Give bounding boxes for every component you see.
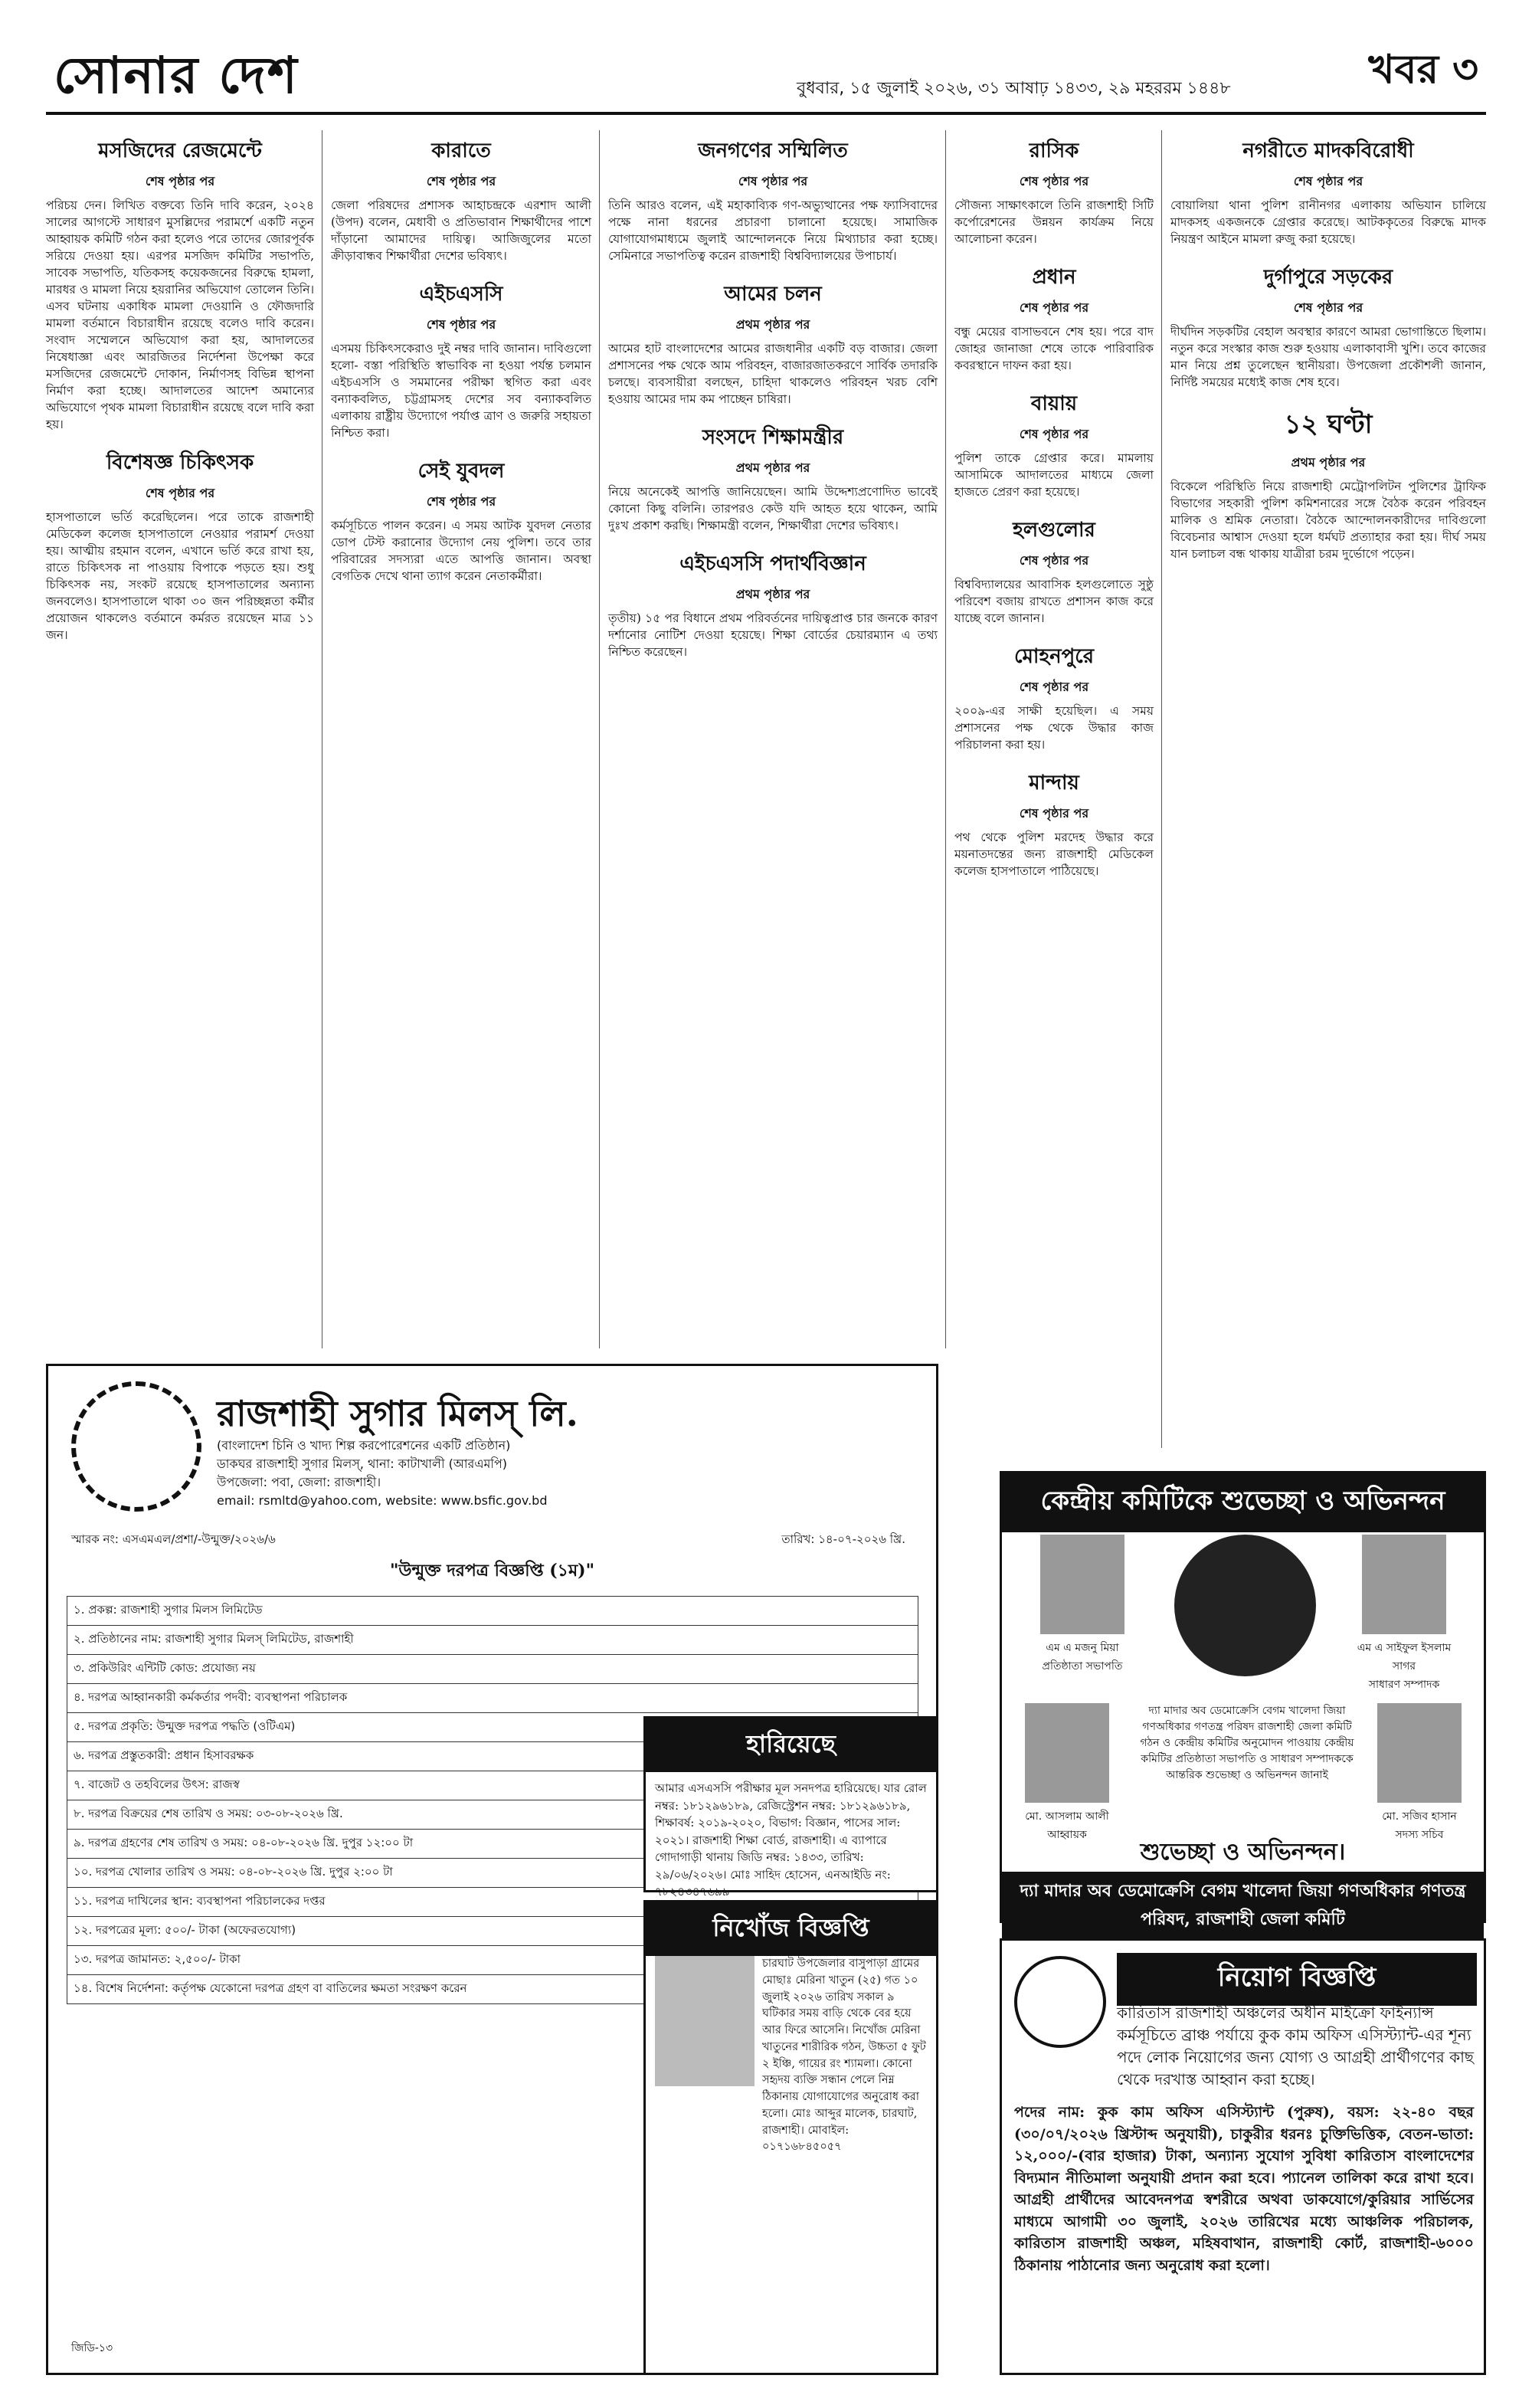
continuation-label: শেষ পৃষ্ঠার পর [1293,300,1363,315]
continuation-label: শেষ পৃষ্ঠার পর [1019,427,1089,441]
council-emblem-icon [1174,1535,1316,1676]
section-label: খবর ৩ [1368,46,1478,93]
continuation-label: শেষ পৃষ্ঠার পর [738,174,808,188]
person-name: এম এ মজনু মিয়া [1046,1642,1119,1654]
table-cell: ১১. দরপত্র দাখিলের স্থান: ব্যবস্থাপনা পরিচালকের দপ্তর [67,1888,918,1917]
continuation-label: শেষ পৃষ্ঠার পর [1293,174,1363,188]
article-body: আমের হাট বাংলাদেশের আমের রাজধানীর একটি বড় বাজার। জেলা প্রশাসনের পক্ষ থেকে আম পরিবহন, বাজারজাতকরণে সার্বিক তদারকি চলছে। ব্যবসায়ীরা বলছেন, চাহিদা থাকলেও পরিবহন খরচ বেশি হওয়ায় আমের দাম কম পাচ্ছেন চাষিরা। [608,342,938,406]
ad-title: রাজশাহী সুগার মিলস্ লি. [217,1393,578,1434]
continuation-label: প্রথম পৃষ্ঠার পর [1291,455,1366,470]
headline: বায়ায় [1030,392,1078,415]
article-halls [954,514,1154,627]
table-cell: ৯. দরপত্র গ্রহণের শেষ তারিখ ও সময়: ০৪-০৮-২০২৬ খ্রি. দুপুর ১২:০০ টা [67,1830,918,1859]
memo-ref: স্মারক নং: এসএমএল/প্রশা/-উন্মুক্ত/২০২৬/৬ [71,1532,276,1546]
ad-address: (বাংলাদেশ চিনি ও খাদ্য শিল্প করপোরেশনের একটি প্রতিষ্ঠান) ডাকঘর রাজশাহী সুগার মিলস্, থানা: কাটাখালী (আরএমপি) উপজেলা: পবা, জেলা: রাজশাহী। email: rsmltd@yahoo.com, website: www.bsfic.gov.bd [217,1438,548,1508]
article-body: পথ থেকে পুলিশ মরদেহ উদ্ধার করে ময়নাতদন্তের জন্য রাজশাহী মেডিকেল কলেজ হাসপাতালে পাঠিয়েছে। [954,831,1154,878]
person-photo [1040,1535,1124,1634]
person-name: মো. সজিব হাসান [1382,1810,1457,1823]
article-body: তিনি আরও বলেন, এই মহাকাব্যিক গণ-অভ্যুত্থানের পক্ষ ফ্যাসিবাদের পক্ষে নানা ধরনের প্রচারণা চালানো হয়েছে। সামাজিক যোগাযোগমাধ্যমে জুলাই আন্দোলনকে নিয়ে মিথ্যাচার করা হচ্ছে। সেমিনারে সভাপতিত্ব করেন রাজশাহী বিশ্ববিদ্যালয়ের উপাচার্য। [608,198,938,263]
table-cell: ৬. দরপত্র প্রস্তুতকারী: প্রধান হিসাবরক্ষক [67,1742,918,1771]
article-body: বন্ধু মেয়ের বাসাভবনে শেষ হয়। পরে বাদ জোহর জানাজা শেষে তাকে পারিবারিক কবরস্থানে দাফন করা হয়। [954,325,1154,372]
person-role: প্রতিষ্ঠাতা সভাপতি [1042,1660,1123,1672]
article-rasik [954,135,1154,247]
article-mohonpur [954,640,1154,753]
column-4 [954,130,1154,893]
article-body: পরিচয় দেন। লিখিত বক্তব্যে তিনি দাবি করেন, ২০২৪ সালের আগস্টে সাধারণ মুসল্লিদের পরামর্শে একটি নতুন আহ্বায়ক কমিটি গঠন করা হলেও পরে তাদের জোরপূর্বক সরিয়ে দেওয়া হয়। এরপর মসজিদ কমিটির সভাপতি, সাবেক সভাপতি, যতিকসহ কয়েকজনের বিরুদ্ধে হামলা, মারধর ও মামলা নিয়ে হয়রানির অভিযোগ তোলেন তিনি। এসব ঘটনায় একাধিক মামলা দেওয়ানি ও ফৌজদারি মামলা বর্তমানে বিচারাধীন রয়েছে বলেও দাবি করেন। সংবাদ সম্মেলনে অভিযোগ করা হয়, আদালতের নিষেধাজ্ঞা এবং আরজিতর নির্দেশনা উপেক্ষা করে মসজিদের রেজমেন্টে দোকান, নির্মাণসহ বিভিন্ন স্থাপনা নির্মাণ করা হচ্ছে। আদালতের আদেশ অমান্যের অভিযোগে পৃথক মামলা বিচারাধীন রয়েছে বলে দাবি করা হয়। [46,198,314,431]
person-4 [1370,1703,1469,1844]
article-body: কর্মসূচিতে পালন করেন। এ সময় আটক যুবদল নেতার ডোপ টেস্ট করানোর উদ্যোগ নেয় পুলিশ। তবে তার পরিবারের সদস্যরা এতে আপত্তি জানান। অবস্থা বেগতিক দেখে থানা ত্যাগ করেন নেতাকর্মীরা। [331,519,591,583]
table-cell: ৫. দরপত্র প্রকৃতি: উন্মুক্ত দরপত্র পদ্ধতি (ওটিএম) [67,1713,918,1742]
continuation-label: শেষ পৃষ্ঠার পর [426,174,496,188]
job-body: পদের নাম: কুক কাম অফিস এসিস্ট্যান্ট (পুরুষ), বয়স: ২২-৪০ বছর (৩০/০৭/২০২৬ খ্রিস্টাব্দ অনুযায়ী), চাকুরীর ধরনঃ চুক্তিভিত্তিক, বেতন-ভাতা: ১২,০০০/-(বার হাজার) টাকা, অন্যান্য সুযোগ সুবিধা কারিতাস বাংলাদেশের বিদ্যমান নীতিমালা অনুযায়ী প্রদান করা হবে। প্যানেল তালিকা করে রাখা হবে। আগ্রহী প্রার্থীদের আবেদনপত্র স্বশরীরে অথবা ডাকযোগে/কুরিয়ার সার্ভিসের মাধ্যমে আগামী ৩০ জুলাই, ২০২৬ তারিখের মধ্যে আঞ্চলিক পরিচালক, কারিতাস রাজশাহী অঞ্চল, মহিষবাথান, রাজশাহী কোর্ট, রাজশাহী-৬০০০ ঠিকানায় পাঠানোর জন্য অনুরোধ করা হলো। [1014,2104,1474,2274]
headline: বিশেষজ্ঞ চিকিৎসক [106,451,254,474]
headline: দুর্গাপুরে সড়কের [1263,266,1393,289]
person-photo [1377,1703,1462,1803]
lost-notice-ad [643,1716,938,1899]
ad-title: হারিয়েছে [646,1718,936,1772]
continuation-label: শেষ পৃষ্ঠার পর [426,317,496,332]
table-cell: ৭. বাজেট ও তহবিলের উৎস: রাজস্ব [67,1771,918,1800]
article-specialist [46,447,314,644]
person-1 [1033,1535,1132,1676]
continuation-label: শেষ পৃষ্ঠার পর [145,486,215,500]
masthead [46,31,1486,115]
person-photo [1362,1535,1446,1634]
continuation-label: শেষ পৃষ্ঠার পর [1019,806,1089,821]
greeting-ad [1000,1471,1486,1929]
person-name: মো. আসলাম আলী [1025,1810,1109,1823]
person-name: এম এ সাইফুল ইসলাম সাগর [1357,1642,1452,1672]
article-road [1170,261,1486,391]
missing-person-photo [655,1956,755,2086]
article-mosque [46,135,314,433]
ad-code: জিডি-১৩ [71,2342,113,2354]
organization-name: দ্যা মাদার অব ডেমোক্রেসি বেগম খালেদা জিয়া গণঅধিকার গণতন্ত্র পরিষদ, রাজশাহী জেলা কমিটি [1002,1872,1484,1941]
article-body: ২০০৯-এর সাক্ষী হয়েছিল। এ সময় প্রশাসনের পক্ষ থেকে উদ্ধার কাজ পরিচালনা করা হয়। [954,704,1154,752]
ad-body: আমার এসএসসি পরীক্ষার মূল সনদপত্র হারিয়েছে। যার রোল নম্বর: ১৮১২৯৬১৮৯, রেজিস্ট্রেশন নম্বর: ১৮১২৯৬১৮৯, শিক্ষাবর্ষ: ২০১৯-২০২০, বিভাগ: বিজ্ঞান, পাসের সাল: ২০২১। রাজশাহী শিক্ষা বোর্ড, রাজশাহী। এ ব্যাপারে গোদাগাড়ী থানায় জিডি নম্বর: ১৪৩৩, তারিখ: ২৯/০৬/২০২৬। মোঃ সাহিদ হোসেন, এনআইডি নং: ৭৮২৪৩৪৭৬৯৯ [655,1781,927,1899]
table-cell: ১২. দরপত্রের মূল্য: ৫০০/- টাকা (অফেরতযোগ্য) [67,1917,918,1946]
continuation-label: শেষ পৃষ্ঠার পর [145,174,215,188]
headline: সেই যুবদল [417,460,505,483]
article-minister [608,421,938,534]
job-intro: কারিতাস রাজশাহী অঞ্চলের অধীন মাইক্রো ফাইন্যান্স কর্মসূচিতে ব্রাঞ্চ পর্যায়ে কুক কাম অফিস এসিস্ট্যান্ট-এর শূন্য পদে লোক নিয়োগের জন্য যোগ্য ও আগ্রহী প্রার্থীগণের কাছ থেকে দরখাস্ত আহ্বান করা হচ্ছে। [1117,2003,1474,2089]
continuation-label: শেষ পৃষ্ঠার পর [1019,553,1089,568]
person-role: আহ্বায়ক [1047,1829,1087,1841]
person-role: সদস্য সচিব [1395,1829,1444,1841]
article-karate [331,135,591,264]
article-body: বিশ্ববিদ্যালয়ের আবাসিক হলগুলোতে সুষ্ঠু পরিবেশ বজায় রাখতে প্রশাসন কাজ করে যাচ্ছে বলে জানান। [954,578,1154,625]
article-body: এসময় চিকিৎসকেরাও দুই নম্বর দাবি জানান। দাবিগুলো হলো- বস্তা পরিস্থিতি স্বাভাবিক না হওয়া পর্যন্ত চলমান এইচএসসি ও সমমানের পরীক্ষা স্থগিত করা এবং বন্যাকবলিত, চট্টগ্রামসহ দেশের সব বন্যাকবলিত এলাকায় রাষ্ট্রীয় উদ্যোগে পর্যাপ্ত ত্রাণ ও জরুরি সহায়তা নিশ্চিত করা। [331,342,591,440]
table-row [67,1597,918,1626]
table-row [67,1626,918,1655]
column-5 [1170,130,1486,576]
greeting-footer: শুভেচ্ছা ও অভিনন্দন। [1140,1839,1346,1866]
article-body: বিকেলে পরিস্থিতি নিয়ে রাজশাহী মেট্রোপলিটন পুলিশের ট্রাফিক বিভাগের সহকারী পুলিশ কমিশনারের সঙ্গে বৈঠক করেন পরিবহন মালিক ও শ্রমিক নেতারা। বৈঠকে আন্দোলনকারীদের দাবিগুলো বিবেচনার আশ্বাস দেওয়া হলে ধর্মঘট প্রত্যাহার করা হয়। দীর্ঘ সময় যান চলাচল বন্ধ থাকায় যাত্রীরা চরম দুর্ভোগে পড়েন। [1170,480,1486,561]
table-cell: ১৩. দরপত্র জামানত: ২,৫০০/- টাকা [67,1946,918,1975]
headline: রাসিক [1029,139,1079,162]
article-chief [954,261,1154,374]
column-1 [46,130,314,657]
column-3 [608,130,938,674]
table-cell: ২. প্রতিষ্ঠানের নাম: রাজশাহী সুগার মিলস্ লিমিটেড, রাজশাহী [67,1626,918,1655]
ad-title: নিখোঁজ বিজ্ঞপ্তি [646,1902,936,1956]
headline: হলগুলোর [1013,519,1095,542]
article-body: সৌজন্য সাক্ষাৎকালে তিনি রাজশাহী সিটি কর্পোরেশনের উন্নয়ন কার্যক্রম নিয়ে আলোচনা করেন। [954,198,1154,246]
continuation-label: প্রথম পৃষ্ঠার পর [735,317,810,332]
job-notice-ad [1000,1938,1486,2375]
headline: এইচএসসি [419,283,503,306]
continuation-label: প্রথম পৃষ্ঠার পর [735,587,810,601]
newspaper-page [46,31,1486,2375]
article-body: তৃতীয়) ১৫ পর বিধানে প্রথম পরিবর্তনের দায়িত্বপ্রাপ্ত চার জনকে কারণ দর্শানোর নোটিশ দেওয়া হয়েছে। শিক্ষা বোর্ডের চেয়ারম্যান এ তথ্য নিশ্চিত করেছেন। [608,611,938,659]
ad-title: কেন্দ্রীয় কমিটিকে শুভেচ্ছা ও অভিনন্দন [1002,1473,1484,1532]
table-cell: ৩. প্রকিউরিং এন্টিটি কোড: প্রযোজ্য নয় [67,1655,918,1684]
article-jubodal [331,455,591,585]
article-body: জেলা পরিষদের প্রশাসক আহাচন্দ্রকে এরশাদ আলী (উপদ) বলেন, মেধাবী ও প্রতিভাবান শিক্ষার্থীদের পাশে দাঁড়ানো আমাদের দায়িত্ব। আজিজুলের মতো ক্রীড়াবান্ধব শিক্ষার্থীরা দেশের ভবিষ্যৎ। [331,198,591,263]
continuation-label: শেষ পৃষ্ঠার পর [426,494,496,509]
headline: মসজিদের রেজমেন্টে [98,139,262,162]
article-bayay [954,388,1154,500]
headline: এইচএসসি পদার্থবিজ্ঞান [679,552,866,575]
person-role: সাধারণ সম্পাদক [1368,1679,1440,1691]
table-cell: ৪. দরপত্র আহ্বানকারী কর্মকর্তার পদবী: ব্যবস্থাপনা পরিচালক [67,1684,918,1713]
headline: সংসদে শিক্ষামন্ত্রীর [702,426,844,449]
headline: মান্দায় [1029,772,1079,794]
continuation-label: শেষ পৃষ্ঠার পর [1019,300,1089,315]
person-3 [1017,1703,1117,1844]
ad-body: চারঘাট উপজেলার বাসুপাড়া গ্রামের মোছাঃ মেরিনা খাতুন (২৫) গত ১০ জুলাই ২০২৬ তারিখ সকাল ৯ ঘটিকার সময় বাড়ি থেকে বের হয়ে আর ফিরে আসেনি। নিখোঁজ মেরিনা খাতুনের শারীরিক গঠন, উচ্চতা ৫ ফুট ২ ইঞ্চি, গায়ের রং শ্যামলা। কোনো সহৃদয় ব্যক্তি সন্ধান পেলে নিম্ন ঠিকানায় যোগাযোগের অনুরোধ করা হলো। মোঃ আব্দুর মালেক, চারঘাট, রাজশাহী। মোবাইল: ০১৭১৬৮৪৫০৫৭ [762,1958,926,2154]
table-cell: ১. প্রকল্প: রাজশাহী সুগার মিলস লিমিটেড [67,1597,918,1626]
headline: প্রধান [1032,266,1076,289]
continuation-label: শেষ পৃষ্ঠার পর [1019,174,1089,188]
newspaper-logo: সোনার দেশ [54,45,299,105]
greeting-message: দ্যা মাদার অব ডেমোক্রেসি বেগম খালেদা জিয়া গণঅধিকার গণতন্ত্র পরিষদ রাজশাহী জেলা কমিটি গঠন ও কেন্দ্রীয় কমিটির অনুমোদন পাওয়ায় কেন্দ্রীয় কমিটির প্রতিষ্ঠাতা সভাপতি ও সাধারণ সম্পাদককে আন্তরিক শুভেচ্ছা ও অভিনন্দন জানাই [1140,1705,1354,1781]
person-2 [1354,1535,1454,1694]
issue-date: বুধবার, ১৫ জুলাই ২০২৬, ৩১ আষাঢ় ১৪৩৩, ২৯ মহররম ১৪৪৮ [797,79,1231,98]
article-body: বোয়ালিয়া থানা পুলিশ রানীনগর এলাকায় অভিযান চালিয়ে মাদকসহ একজনকে গ্রেপ্তার করেছে। আটককৃতের বিরুদ্ধে মাদক নিয়ন্ত্রণ আইনে মামলা রুজু করা হয়েছে। [1170,198,1486,246]
person-photo [1025,1703,1109,1803]
caritas-logo-icon [1014,1956,1106,2048]
notice-title: "উন্মুক্ত দরপত্র বিজ্ঞপ্তি (১ম)" [389,1561,595,1581]
article-hsc [331,278,591,441]
headline: ১২ ঘণ্টা [1284,409,1373,440]
table-cell: ৮. দরপত্র বিক্রয়ের শেষ তারিখ ও সময়: ০৩-০৮-২০২৬ খ্রি. [67,1800,918,1830]
ad-title: নিয়োগ বিজ্ঞপ্তি [1117,1953,1477,2006]
continuation-label: প্রথম পৃষ্ঠার পর [735,460,810,475]
article-drugs [1170,135,1486,247]
article-body: হাসপাতালে ভর্তি করেছিলেন। পরে তাকে রাজশাহী মেডিকেল কলেজ হাসপাতালে নেওয়ার পরামর্শ দেওয়া হয়। আত্মীয় রহমান বলেন, এখানে ভর্তি করে রাখা হয়, রাতে চিকিৎসক না পাওয়ায় বিপাকে পড়তে হয়। শুধু চিকিৎসক নয়, সংকট রয়েছে হাসপাতালের অন্যান্য জনবলেও। হাসপাতালে থাকা ৩০ জন পরিচ্ছন্নতা কর্মীর প্রয়োজন থাকলেও বর্তমানে কর্মরত রয়েছেন মাত্র ১১ জন। [46,510,314,642]
column-2 [331,130,591,598]
headline: কারাতে [431,139,491,162]
sugar-mill-logo-icon [71,1381,201,1512]
missing-notice-ad [643,1900,938,2375]
continuation-label: শেষ পৃষ্ঠার পর [1019,680,1089,694]
headline: মোহনপুরে [1013,645,1095,668]
table-cell: ১৪. বিশেষ নির্দেশনা: কর্তৃপক্ষ যেকোনো দরপত্র গ্রহণ বা বাতিলের ক্ষমতা সংরক্ষণ করেন [67,1975,918,2004]
headline: আমের চলন [724,283,822,306]
article-12hours [1170,405,1486,562]
article-physics [608,548,938,660]
article-body: নিয়ে অনেকেই আপত্তি জানিয়েছেন। আমি উদ্দেশ্যপ্রণোদিত ভাবেই কোনো কিছু বলিনি। তারপরও কেউ যদি আহত হয়ে থাকেন, আমি দুঃখ প্রকাশ করছি। শিক্ষামন্ত্রী বলেন, শিক্ষার্থীরা দেশের ভবিষ্যৎ। [608,485,938,532]
headline: নগরীতে মাদকবিরোধী [1242,139,1414,162]
table-row [67,1684,918,1713]
article-manda [954,767,1154,880]
article-mango [608,278,938,408]
article-body: পুলিশ তাকে গ্রেপ্তার করে। মামলায় আসামিকে আদালতের মাধ্যমে জেলা হাজতে প্রেরণ করা হয়েছে। [954,451,1154,499]
headline: জনগণের সম্মিলিত [698,139,848,162]
article-body: দীর্ঘদিন সড়কটির বেহাল অবস্থার কারণে আমরা ভোগান্তিতে ছিলাম। নতুন করে সংস্কার কাজ শুরু হওয়ায় এলাকাবাসী খুশি। তবে কাজের মান নিয়ে প্রশ্ন তুলেছেন স্থানীয়রা। উপজেলা প্রকৌশলী জানান, নির্দিষ্ট সময়ের মধ্যেই কাজ শেষ হবে। [1170,325,1486,389]
table-row [67,1655,918,1684]
memo-date: তারিখ: ১৪-০৭-২০২৬ খ্রি. [781,1532,905,1546]
article-public [608,135,938,264]
table-cell: ১০. দরপত্র খোলার তারিখ ও সময়: ০৪-০৮-২০২৬ খ্রি. দুপুর ২:০০ টা [67,1859,918,1888]
